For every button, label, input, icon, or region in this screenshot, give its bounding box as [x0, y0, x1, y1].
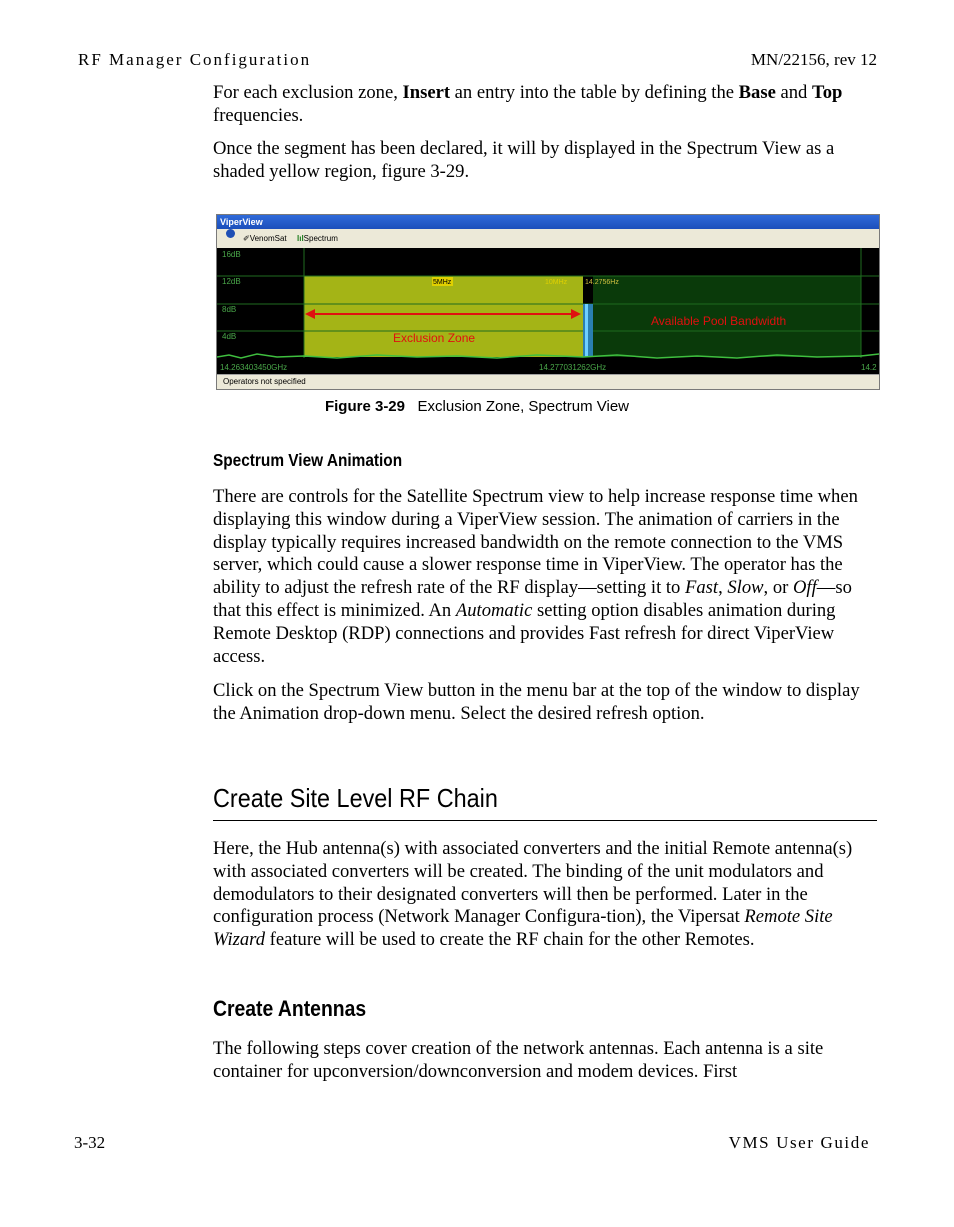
spectrum-view-screenshot: [216, 214, 880, 390]
antennas-paragraph: The following steps cover creation of the network antennas. Each antenna is a site container for upconversion/downconversion and modem devices. First: [213, 1038, 824, 1082]
animation-paragraph-1: There are controls for the Satellite Spectrum view to help increase response time when displaying this window during a ViperView session. The animation of carriers in the display typically requires increased bandwidth on the remote connection to the VMS server, which could cause a slower response time in ViperView. The operator has the ability to adjust the refresh rate of the RF display—setting it to Fast, Slow, or Off—so that this effect is minimized. An Automatic setting option disables animation during Remote Desktop (RDP) connections and provides Fast refresh for direct ViperView access.: [213, 486, 858, 667]
intro-paragraph-1: For each exclusion zone, Insert an entry into the table by defining the Base and Top frequencies.: [213, 82, 843, 126]
x-label-end: 14.2: [861, 363, 877, 372]
exclusion-zone-label: Exclusion Zone: [393, 331, 476, 345]
pool-bandwidth-label: Available Pool Bandwidth: [651, 314, 787, 328]
site-chain-heading: Create Site Level RF Chain: [213, 783, 498, 813]
animation-heading: Spectrum View Animation: [213, 450, 403, 470]
antennas-heading: Create Antennas: [213, 996, 367, 1021]
figure-caption: Figure 3-29 Exclusion Zone, Spectrum View: [324, 398, 630, 415]
y-label-8db: 8dB: [222, 305, 237, 314]
window-title-bar: ViperView: [217, 215, 879, 229]
animation-paragraph-2: Click on the Spectrum View button in the menu bar at the top of the window to display the Animation drop-down menu. Select the desired refresh option.: [213, 680, 860, 724]
y-label-12db: 12dB: [222, 277, 241, 286]
x-label-mid: 14.277031262GHz: [539, 363, 607, 372]
marker-10mhz: 10MHz: [545, 279, 568, 286]
section-rule: [213, 820, 877, 821]
y-label-4db: 4dB: [222, 332, 237, 341]
x-label-start: 14.263403450GHz: [220, 363, 288, 372]
site-chain-paragraph: Here, the Hub antenna(s) with associated converters and the initial Remote antenna(s) with associated converters will be created. The binding of the unit modulators and demodulators to their designated converters will then be performed. Later in the configuration process (Network Manager Configura-tion), the Vipersat Remote Site Wizard feature will be used to create the RF chain for the other Remotes.: [213, 838, 853, 951]
status-bar: Operators not specified: [217, 374, 879, 389]
intro-paragraph-2: Once the segment has been declared, it will by displayed in the Spectrum View as a shaded yellow region, figure 3-29.: [213, 138, 835, 182]
running-footer-title: VMS User Guide: [728, 1133, 870, 1152]
spectrum-view-button[interactable]: lıl Spectrum: [297, 234, 338, 243]
page-number: 3-32: [74, 1133, 106, 1152]
window-toolbar: [217, 229, 879, 249]
marker-5mhz: 5MHz: [433, 279, 452, 286]
venomsat-button[interactable]: ✐ VenomSat: [243, 234, 287, 243]
running-header-title: RF Manager Configuration: [78, 50, 312, 69]
spectrum-plot: [217, 248, 879, 374]
running-header-docnum: MN/22156, rev 12: [750, 50, 877, 69]
y-label-16db: 16dB: [222, 250, 241, 259]
marker-frequency: 14.2756Hz: [585, 279, 619, 286]
